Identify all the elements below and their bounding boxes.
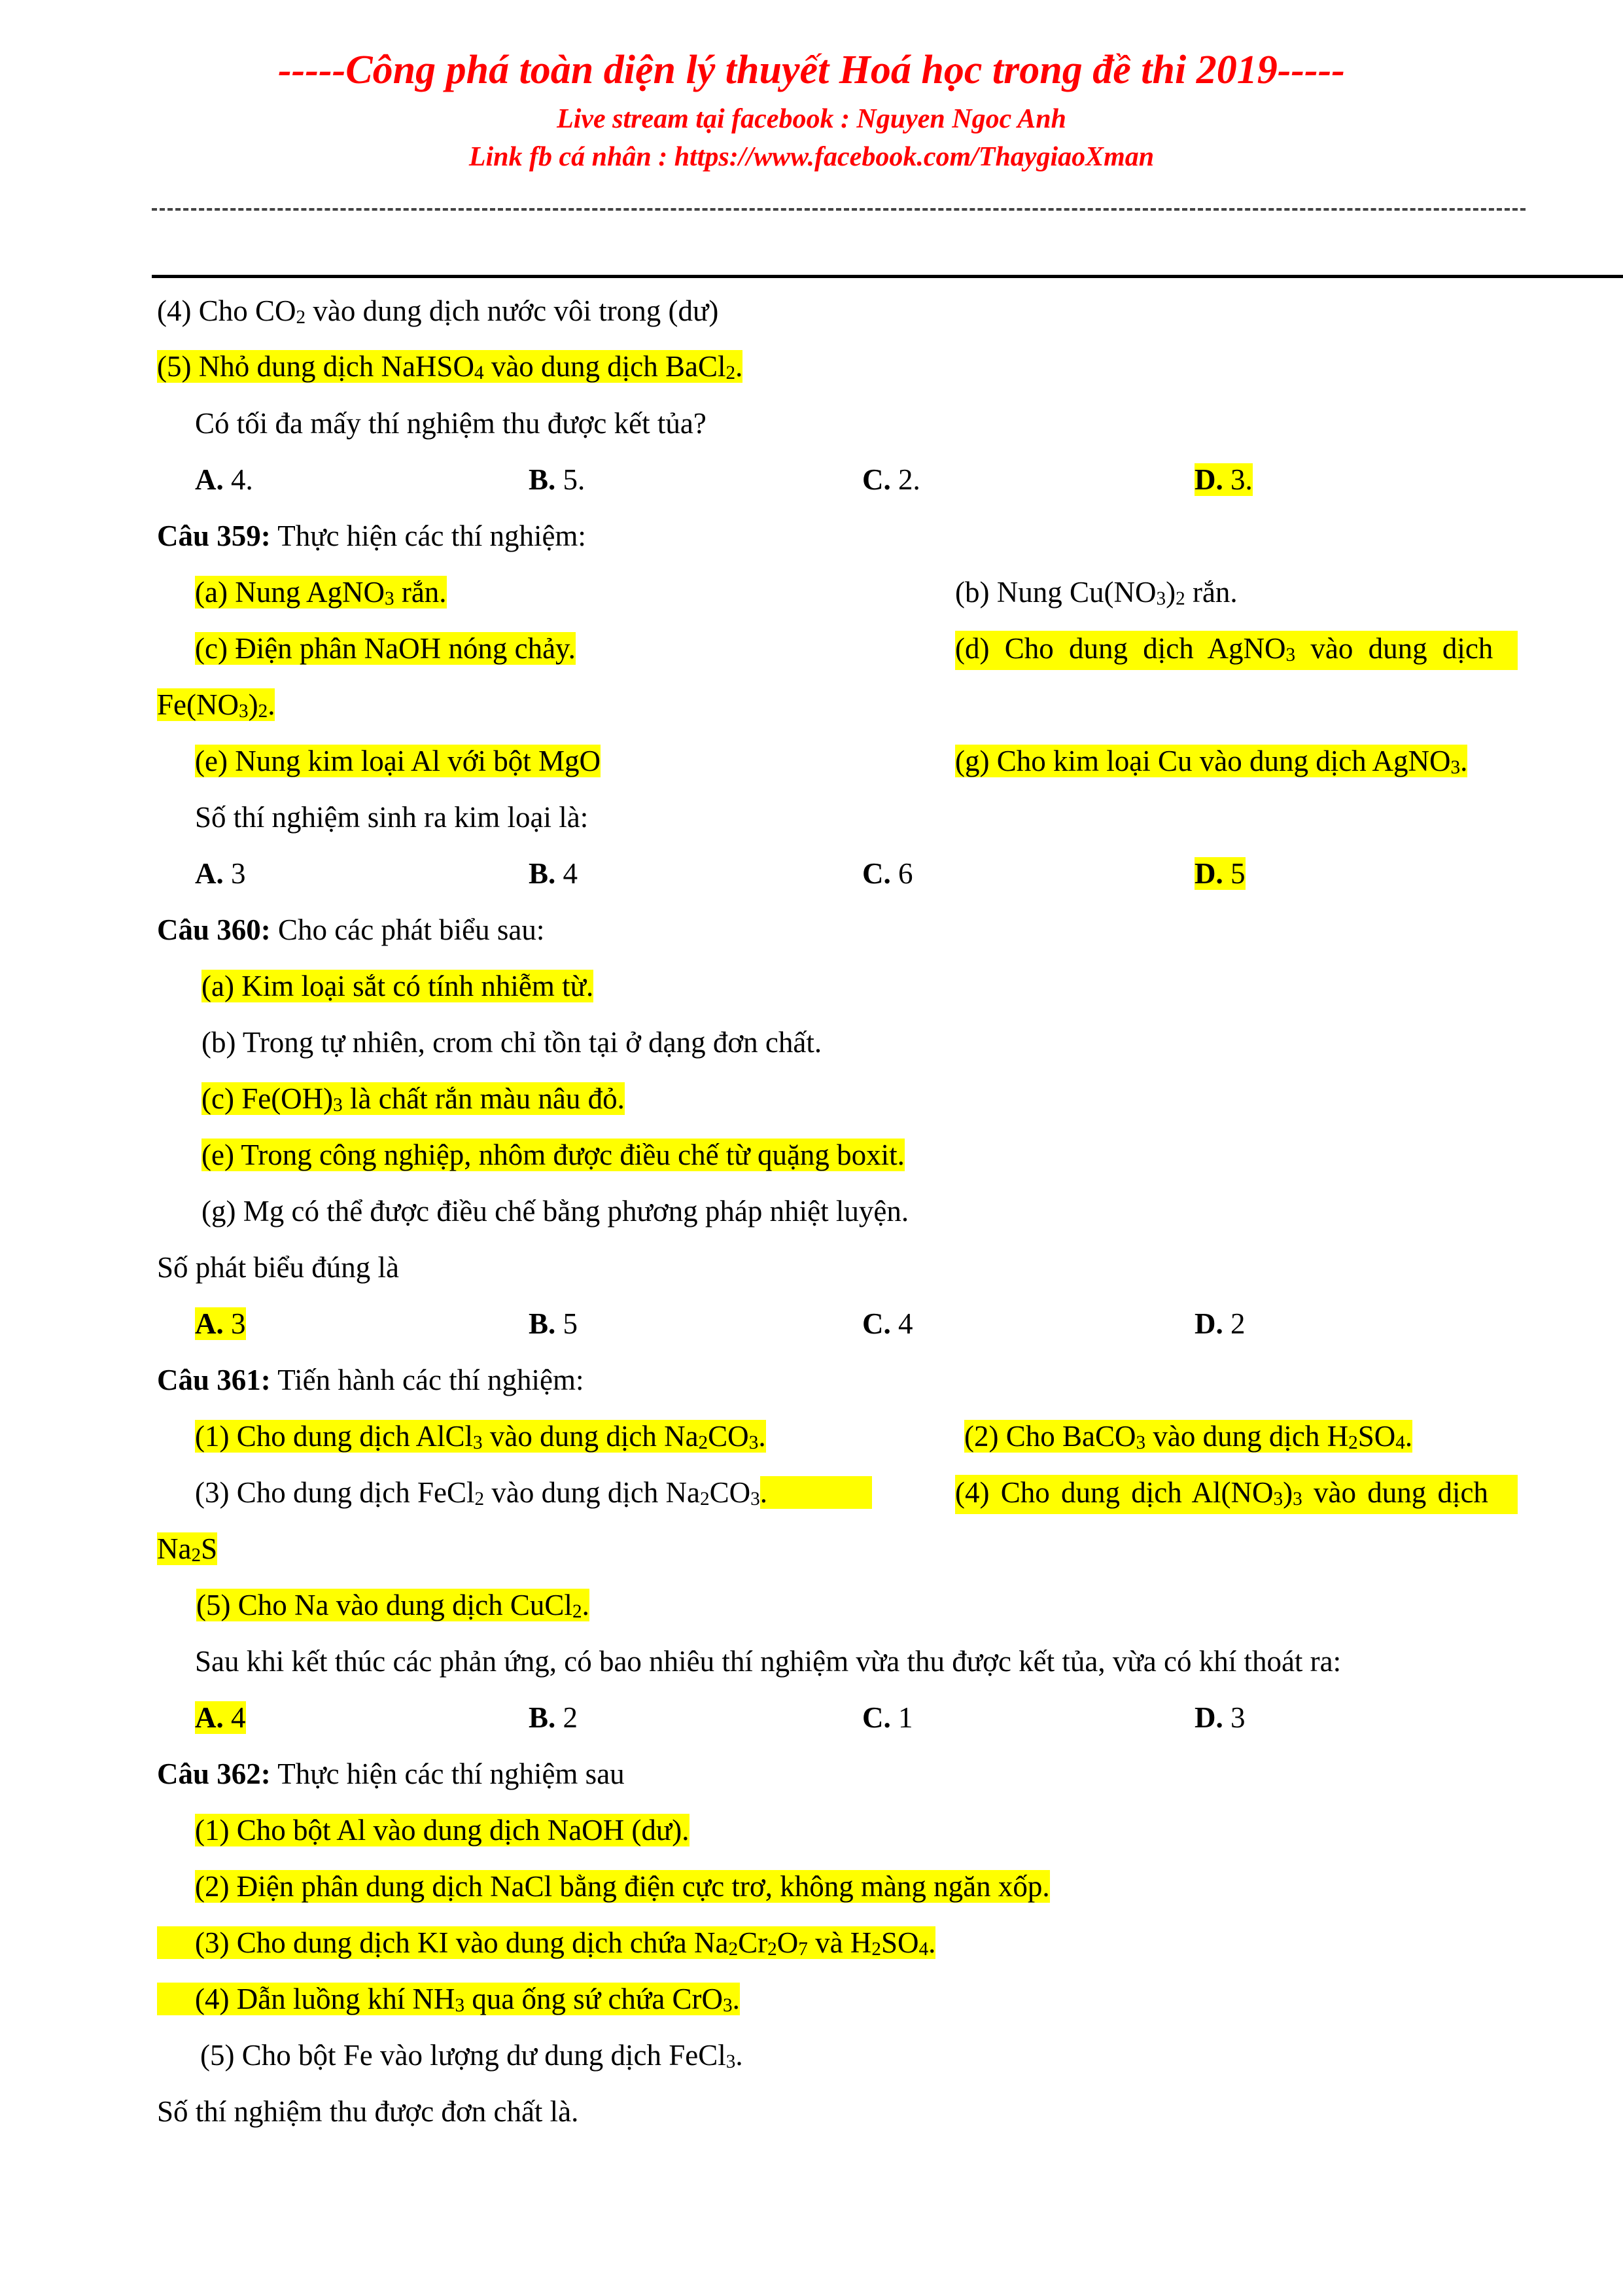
q362-question: Số thí nghiệm thu được đơn chất là. (157, 2095, 579, 2128)
q359-option-c: C. 6 (862, 857, 913, 890)
q361-stem: Câu 361: Tiến hành các thí nghiệm: (157, 1364, 584, 1396)
q359-item-e: (e) Nung kim loại Al với bột MgO (195, 745, 601, 777)
q360-option-a: A. 3 (195, 1307, 246, 1340)
q361-question: Sau khi kết thúc các phản ứng, có bao nhiêu thí nghiệm vừa thu được kết tủa, vừa có khí thoát ra: (195, 1645, 1342, 1678)
prev-option-a: A. 4. (195, 463, 253, 496)
q359-option-d: D. 5 (1195, 857, 1246, 890)
q359-question: Số thí nghiệm sinh ra kim loại là: (195, 801, 589, 834)
q359-item-d: (d) Cho dung dịch AgNO$_3$ vào dung dịch (955, 631, 1518, 670)
q360-item-e: (e) Trong công nghiệp, nhôm được điều chế từ quặng boxit. (201, 1139, 905, 1171)
q360-option-b: B. 5 (529, 1307, 578, 1340)
q359-item-d-cont: $Fe(NO_3)_2$. (157, 688, 275, 722)
q360-stem: Câu 360: Cho các phát biểu sau: (157, 913, 545, 946)
q362-exp-2: (2) Điện phân dung dịch NaCl bằng điện cực trơ, không màng ngăn xốp. (195, 1870, 1050, 1903)
page-title: -----Công phá toàn diện lý thuyết Hoá học trong đề thi 2019----- (278, 48, 1345, 92)
livestream-line: Live stream tại facebook : Nguyen Ngoc Anh (557, 104, 1066, 134)
q359-item-b: (b) Nung $Cu(NO_3)_2$ rắn. (955, 576, 1238, 610)
q360-item-g: (g) Mg có thể được điều chế bằng phương pháp nhiệt luyện. (201, 1195, 909, 1227)
q361-option-b: B. 2 (529, 1701, 578, 1734)
q361-exp-4: (4) Cho dung dịch $Al(NO_3)_3$ vào dung dịch (955, 1475, 1518, 1514)
prev-question: Có tối đa mấy thí nghiệm thu được kết tủa? (195, 407, 707, 440)
q359-item-c: (c) Điện phân NaOH nóng chảy. (195, 632, 576, 665)
prev-exp-5: (5) Nhỏ dung dịch NaHSO$_4$ vào dung dịch BaCl$_2$. (157, 350, 743, 384)
q361-exp-4-cont: $Na_2S$ (157, 1532, 218, 1566)
q361-exp-5: (5) Cho Na vào dung dịch CuCl$_2$. (196, 1589, 589, 1623)
header-rule (152, 275, 1623, 278)
q361-exp-2: (2) Cho BaCO$_3$ vào dung dịch $H_2SO_4$. (964, 1420, 1413, 1454)
prev-option-b: B. 5. (529, 463, 585, 496)
dashed-separator (152, 208, 1526, 213)
q359-item-g: (g) Cho kim loại Cu vào dung dịch AgNO$_3$. (955, 745, 1468, 779)
q359-item-a: (a) Nung AgNO$_3$ rắn. (195, 576, 447, 610)
facebook-link[interactable]: Link fb cá nhân : https://www.facebook.com/ThaygiaoXman (468, 142, 1155, 172)
q360-option-c: C. 4 (862, 1307, 913, 1340)
q362-exp-5: (5) Cho bột Fe vào lượng dư dung dịch FeCl$_3$. (200, 2039, 743, 2073)
q362-exp-1: (1) Cho bột Al vào dung dịch NaOH (dư). (195, 1814, 689, 1846)
q362-exp-4: (4) Dẫn luồng khí $NH_3$ qua ống sứ chứa CrO$_3$. (157, 1981, 740, 2021)
q360-item-b: (b) Trong tự nhiên, crom chỉ tồn tại ở dạng đơn chất. (201, 1026, 822, 1059)
q360-option-d: D. 2 (1195, 1307, 1246, 1340)
prev-option-c: C. 2. (862, 463, 920, 496)
q359-option-b: B. 4 (529, 857, 578, 890)
q361-option-a: A. 4 (195, 1701, 246, 1734)
q360-question: Số phát biểu đúng là (157, 1251, 399, 1284)
q360-item-c: (c) $Fe(OH)_3$ là chất rắn màu nâu đỏ. (201, 1082, 625, 1116)
q362-exp-3: (3) Cho dung dịch KI vào dung dịch chứa $Na_2Cr_2O_7$ và $H_2SO_4$. (157, 1925, 935, 1964)
prev-option-d: D. 3. (1195, 463, 1253, 496)
q359-stem: Câu 359: Thực hiện các thí nghiệm: (157, 520, 586, 552)
q361-option-c: C. 1 (862, 1701, 913, 1734)
q362-stem: Câu 362: Thực hiện các thí nghiệm sau (157, 1757, 625, 1790)
q359-option-a: A. 3 (195, 857, 246, 890)
q360-item-a: (a) Kim loại sắt có tính nhiễm từ. (201, 970, 594, 1002)
q361-exp-1: (1) Cho dung dịch AlCl$_3$ vào dung dịch $Na_2CO_3$. (195, 1420, 766, 1454)
q361-option-d: D. 3 (1195, 1701, 1246, 1734)
q361-exp-3: (3) Cho dung dịch FeCl$_2$ vào dung dịch $Na_2CO_3$. (195, 1475, 872, 1514)
prev-exp-4: (4) Cho $CO_2$ vào dung dịch nước vôi trong (dư) (157, 294, 719, 328)
